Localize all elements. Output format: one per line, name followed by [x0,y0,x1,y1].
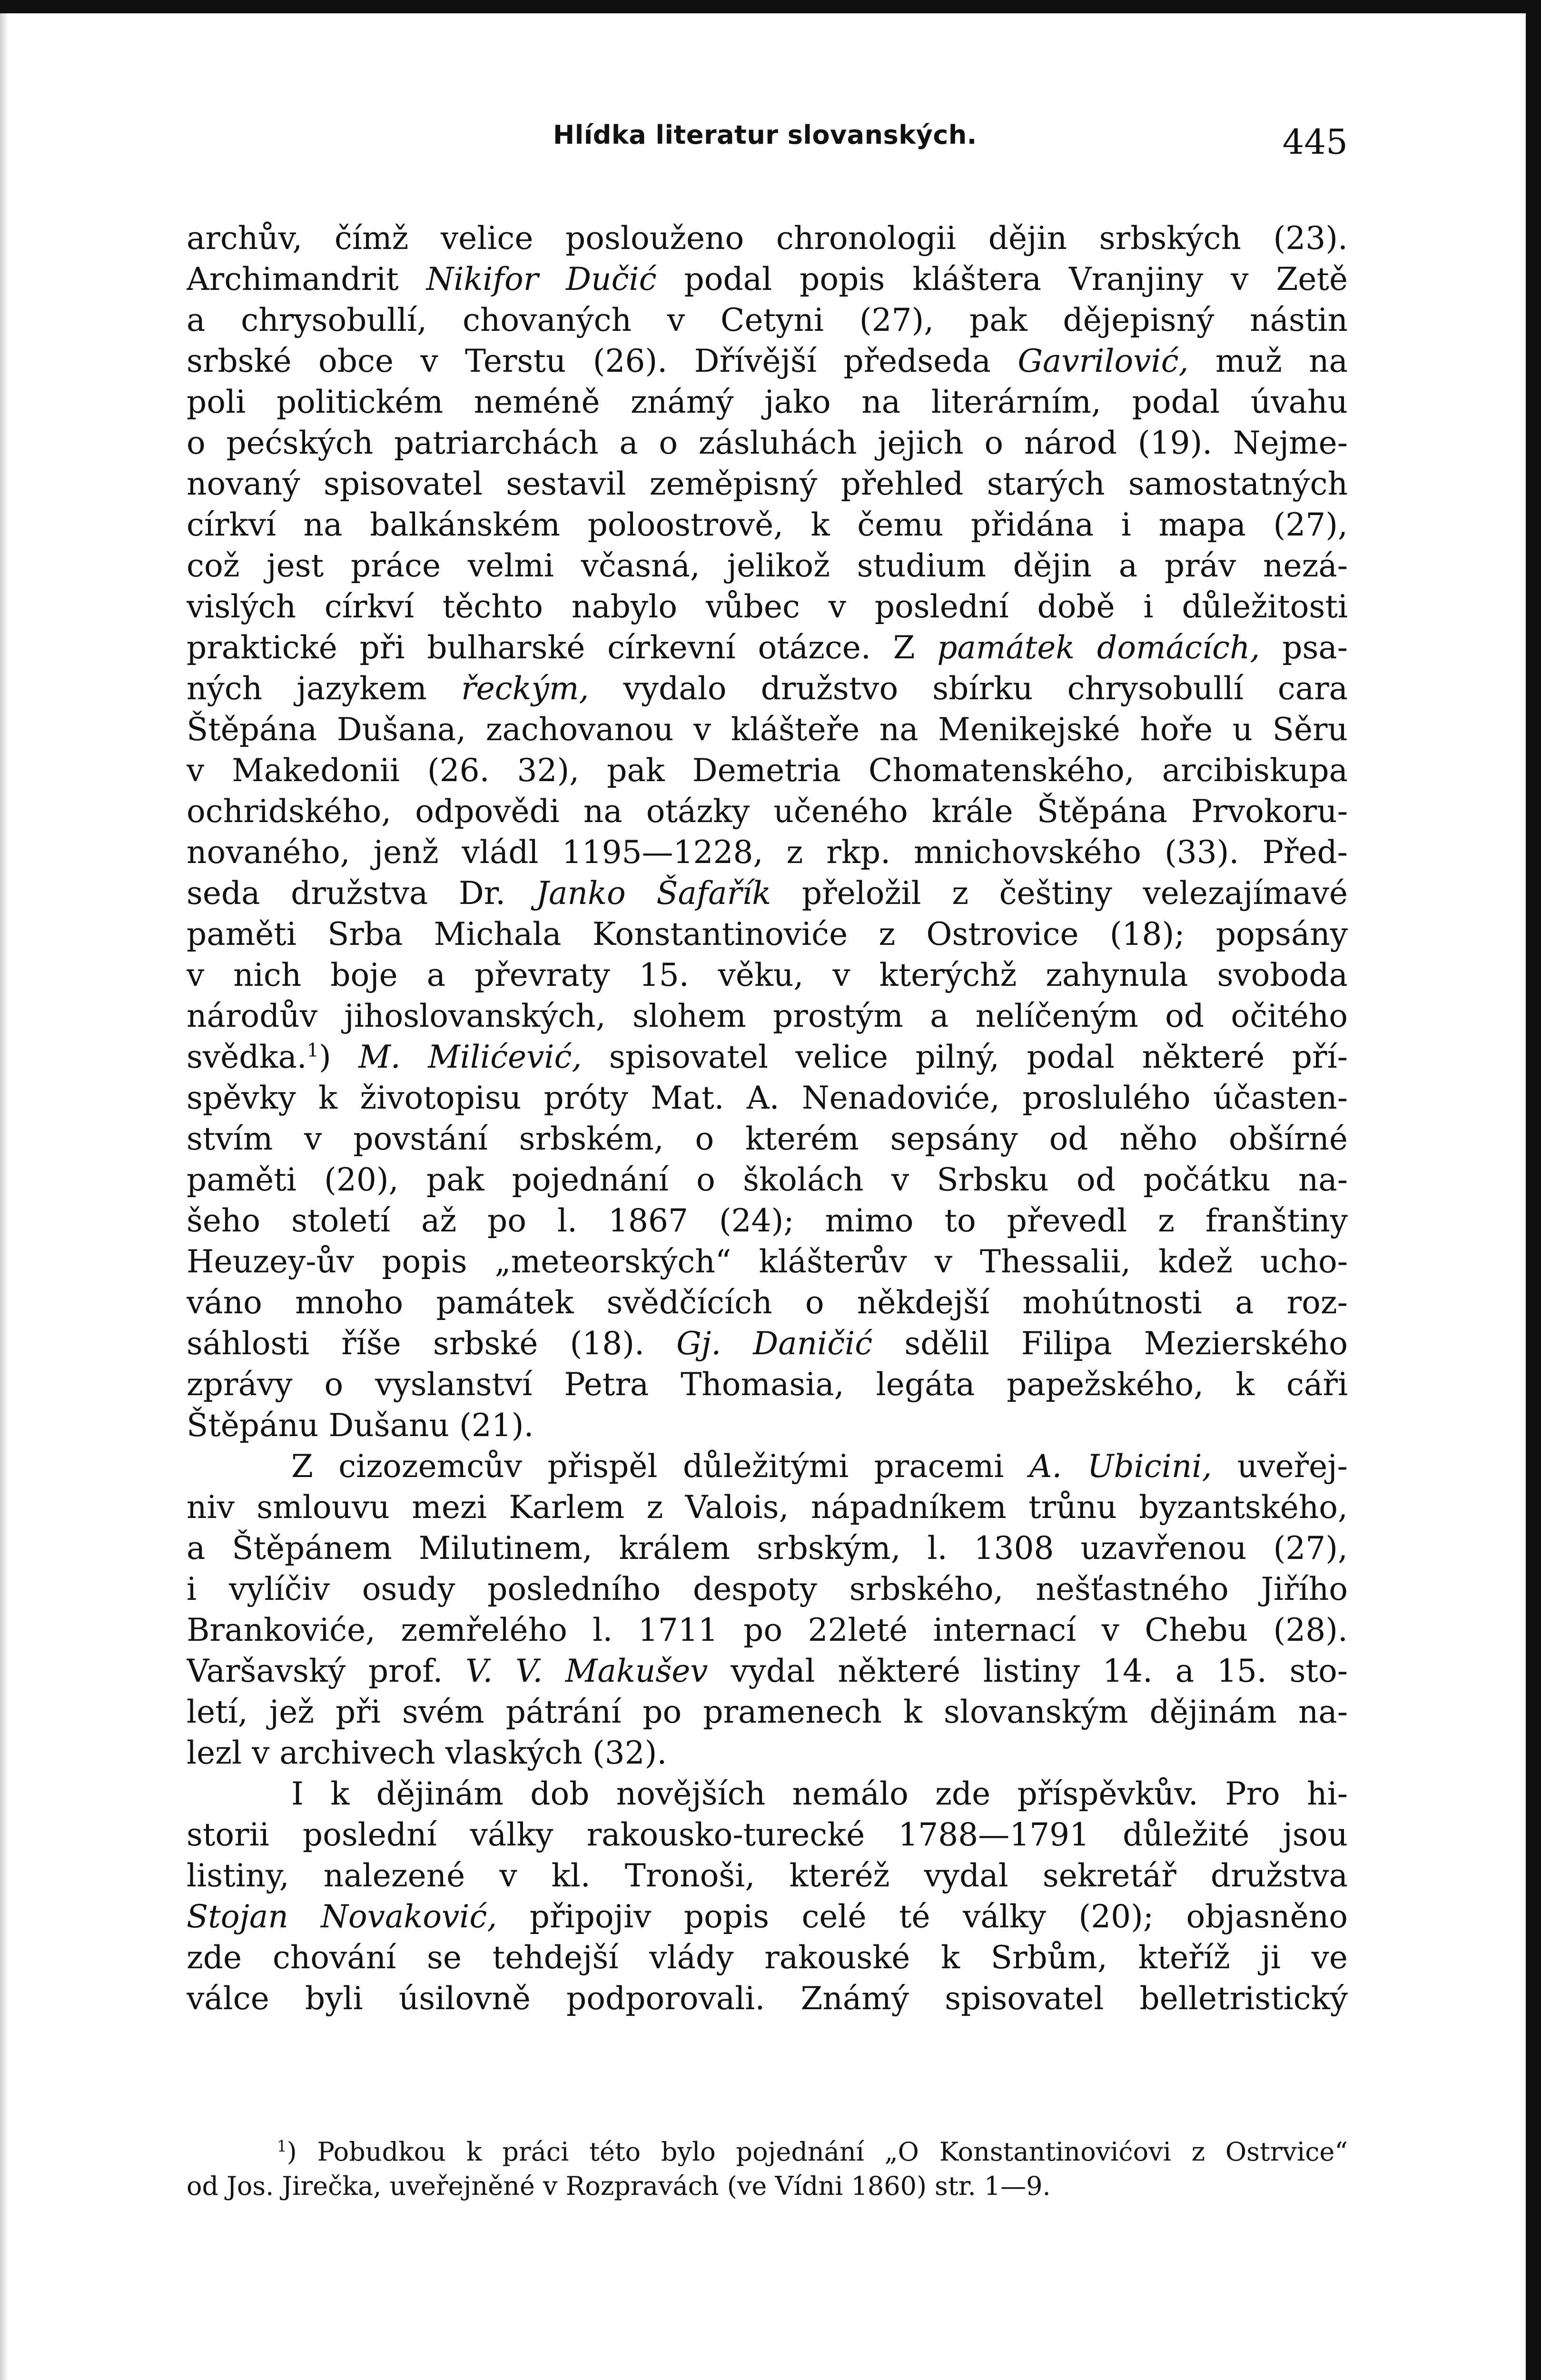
text-run: ných jazykem [187,670,462,707]
text-line [187,259,1348,300]
text-line [187,791,1348,832]
text-line [187,1610,1348,1651]
italic-name: Stojan Novaković, [187,1898,497,1935]
page-number: 445 [1282,122,1348,162]
footnote-line [187,2135,1348,2169]
text-run: ochridského, odpovědi na otázky učeného krále Štěpána Prvokoru- [187,793,1348,830]
text-line [187,873,1348,914]
scan-border-right [1526,0,1541,2380]
text-line [187,1692,1348,1733]
text-line [187,1446,1348,1487]
text-line [187,668,1348,709]
text-run: listiny, nalezené v kl. Tronoši, kteréž vydal sekretář družstva [187,1857,1348,1894]
text-run: ) Pobudkou k práci této bylo pojednání „O Konstantinovićovi z Ostrvice“ [286,2137,1348,2167]
text-run: i vylíčiv osudy posledního despoty srbského, nešťastného Jiřího [187,1571,1348,1607]
text-line [187,1569,1348,1610]
text-line [187,1651,1348,1692]
text-line [187,709,1348,750]
text-run: podal popis kláštera Vranjiny v Zetě [656,261,1348,298]
text-run: připojiv popis celé té války (20); objasněno [497,1898,1348,1935]
text-line [187,1037,1348,1078]
text-line [187,1896,1348,1937]
text-run: novaného, jenž vládl 1195—1228, z rkp. mnichovského (33). Před- [187,834,1348,871]
text-line [187,1855,1348,1896]
text-run: psa- [1260,629,1348,666]
text-run: poli politickém neméně známý jako na literárním, podal úvahu [187,384,1348,420]
text-run: od Jos. Jirečka, uveřejněné v Rozpravách (ve Vídni 1860) str. 1—9. [187,2171,1051,2201]
text-run: praktické při bulharské církevní otázce. Z [187,629,938,666]
text-line [187,1160,1348,1200]
text-line [187,300,1348,341]
text-line [187,627,1348,668]
text-run: v Makedonii (26. 32), pak Demetria Chomatenského, arcibiskupa [187,752,1348,789]
text-run: šeho století až po l. 1867 (24); mimo to převedl z franštiny [187,1202,1348,1239]
text-line [187,914,1348,955]
text-run: Štěpánu Dušanu (21). [187,1407,534,1444]
text-run: národův jihoslovanských, slohem prostým a nelíčeným od očitého [187,998,1348,1034]
footnote [187,2135,1348,2203]
text-run: Štěpána Dušana, zachovanou v klášteře na Menikejské hoře u Sěru [187,711,1348,748]
text-run: církví na balkánském poloostrově, k čemu přidána i mapa (27), [187,506,1348,543]
text-run: o pećských patriarchách a o zásluhách jejich o národ (19). Nejme- [187,425,1348,461]
text-run: Z cizozemcův přispěl důležitými pracemi [291,1448,1029,1485]
italic-name: V. V. Makušev [465,1653,708,1689]
text-line [187,464,1348,505]
text-line [187,1487,1348,1528]
text-run: seda družstva Dr. [187,875,536,912]
italic-name: A. Ubicini, [1029,1448,1212,1485]
book-page [187,0,1348,2380]
running-head [187,120,1348,162]
text-run: I k dějinám dob novějších nemálo zde příspěvkův. Pro hi- [291,1775,1348,1812]
text-run: přeložil z češtiny velezajímavé [771,875,1348,912]
footnote-line [187,2169,1348,2203]
text-run: a chrysobullí, chovaných v Cetyni (27), pak dějepisný nástin [187,302,1348,338]
text-line [187,1241,1348,1282]
text-run: Brankoviće, zemřelého l. 1711 po 22leté internací v Chebu (28). [187,1612,1348,1648]
text-run: válce byli úsilovně podporovali. Známý spisovatel belletristický [187,1980,1348,2017]
text-line [187,1323,1348,1364]
text-line [187,1282,1348,1323]
text-run: archův, čímž velice poslouženo chronologii dějin srbských (23). [187,220,1348,257]
text-run: váno mnoho památek svědčících o někdejší mohútnosti a roz- [187,1284,1348,1321]
text-line [187,1774,1348,1815]
italic-name: M. Milićević, [358,1039,582,1075]
text-run: ) [318,1039,359,1075]
text-line [187,1978,1348,2019]
text-line [187,1528,1348,1569]
text-run: srbské obce v Terstu (26). Dřívější předseda [187,343,1018,379]
text-run: novaný spisovatel sestavil zeměpisný přehled starých samostatných [187,466,1348,502]
text-run: vydalo družstvo sbírku chrysobullí cara [589,670,1348,707]
page-gutter-shadow [0,13,9,2380]
text-run: uveřej- [1212,1448,1348,1485]
text-line [187,1405,1348,1446]
text-run: paměti (20), pak pojednání o školách v Srbsku od počátku na- [187,1161,1348,1198]
text-run: svědka. [187,1039,307,1075]
text-line [187,750,1348,791]
footnote-marker: 1 [306,1040,319,1061]
text-run: stvím v povstání srbském, o kterém sepsány od něho obšírné [187,1121,1348,1157]
text-line [187,1364,1348,1405]
text-run: spisovatel velice pilný, podal některé pří- [582,1039,1348,1075]
text-line [187,1815,1348,1855]
text-line [187,1078,1348,1119]
text-line [187,545,1348,586]
text-line [187,423,1348,464]
text-line [187,505,1348,545]
text-line [187,1200,1348,1241]
text-line [187,1733,1348,1774]
text-line [187,1119,1348,1160]
text-run: vislých církví těchto nabylo vůbec v poslední době i důležitosti [187,588,1348,625]
text-run: v nich boje a převraty 15. věku, v kterýchž zahynula svoboda [187,957,1348,993]
text-run: Varšavský prof. [187,1653,466,1689]
running-title: Hlídka literatur slovanských. [553,120,977,150]
text-line [187,586,1348,627]
text-line [187,955,1348,996]
footnote-marker: 1 [277,2137,287,2155]
text-run: sáhlosti říše srbské (18). [187,1325,677,1362]
text-run: storii poslední války rakousko-turecké 1788—1791 důležité jsou [187,1816,1348,1853]
text-line [187,996,1348,1037]
text-run: lezl v archivech vlaských (32). [187,1735,667,1771]
text-run: niv smlouvu mezi Karlem z Valois, nápadníkem trůnu byzantského, [187,1489,1348,1526]
italic-name: Nikifor Dučić [426,261,657,298]
text-line [187,218,1348,259]
text-run: a Štěpánem Milutinem, králem srbským, l. 1308 uzavřenou (27), [187,1530,1348,1567]
text-line [187,341,1348,382]
italic-name: Gj. Daničić [676,1325,873,1362]
text-run: zprávy o vyslanství Petra Thomasia, legáta papežského, k cáři [187,1366,1348,1403]
text-run: paměti Srba Michala Konstantinoviće z Ostrovice (18); popsány [187,916,1348,952]
text-run: letí, jež při svém pátrání po pramenech k slovanským dějinám na- [187,1694,1348,1730]
text-run: Heuzey-ův popis „meteorských“ klášterův v Thessalii, kdež ucho- [187,1243,1348,1280]
text-run: což jest práce velmi včasná, jelikož studium dějin a práv nezá- [187,547,1348,584]
body-text [187,218,1348,2019]
italic-name: památek domácích, [937,629,1260,666]
italic-name: Gavrilović, [1017,343,1189,379]
text-run: muž na [1188,343,1348,379]
text-run: spěvky k životopisu próty Mat. A. Nenadoviće, proslulého účasten- [187,1080,1348,1116]
text-line [187,1937,1348,1978]
italic-name: řeckým, [461,670,589,707]
text-run: Archimandrit [187,261,426,298]
text-run: zde chování se tehdejší vlády rakouské k Srbům, kteříž ji ve [187,1939,1348,1976]
text-line [187,382,1348,423]
text-run: vydal některé listiny 14. a 15. sto- [708,1653,1348,1689]
text-line [187,832,1348,873]
italic-name: Janko Šafařík [536,875,771,912]
text-run: sdělil Filipa Mezierského [872,1325,1348,1362]
